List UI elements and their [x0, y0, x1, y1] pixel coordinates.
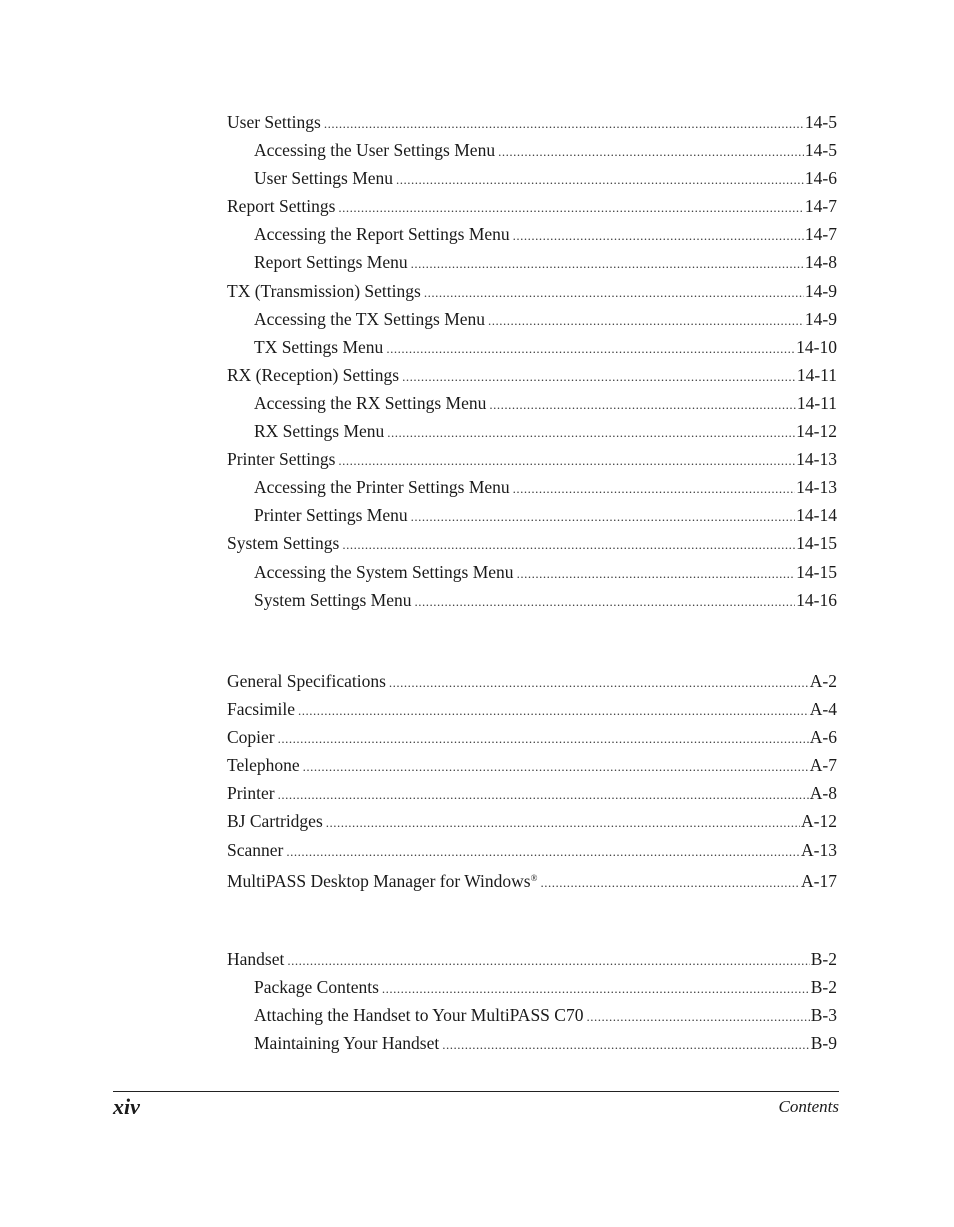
- toc-entry-page: 14-16: [796, 589, 837, 610]
- footer-page-number: xiv: [113, 1094, 140, 1119]
- toc-entry-title: TX Settings Menu: [254, 336, 384, 357]
- toc-entry-page: 14-9: [804, 280, 837, 301]
- dot-leader: [517, 560, 796, 588]
- toc-entry-title: RX Settings Menu: [254, 421, 385, 442]
- toc-entry[interactable]: [227, 1029, 837, 1057]
- toc-entry[interactable]: [227, 586, 837, 614]
- toc-entry-title: TX (Transmission) Settings: [227, 280, 421, 301]
- toc-entry-page: 14-6: [804, 168, 837, 189]
- toc-entry[interactable]: [227, 277, 837, 305]
- toc-entry[interactable]: [227, 723, 837, 751]
- toc-entry-page: 14-7: [804, 224, 837, 245]
- toc-entry-title: Accessing the Report Settings Menu: [254, 224, 510, 245]
- toc-entry-page: 14-11: [796, 392, 837, 413]
- toc-entry[interactable]: [227, 136, 837, 164]
- toc-entry-title: Telephone: [227, 755, 300, 776]
- dot-leader: [415, 588, 796, 616]
- toc-entry-page: 14-5: [804, 112, 837, 132]
- dot-leader: [411, 250, 804, 278]
- footer-rule: [113, 1091, 839, 1092]
- toc-entry-title: Accessing the User Settings Menu: [254, 140, 496, 161]
- toc-entry-title: Attaching the Handset to Your MultiPASS C70: [254, 1005, 584, 1026]
- dot-leader: [586, 1003, 809, 1031]
- toc-entry-title: System Settings Menu: [254, 589, 412, 610]
- toc-entry[interactable]: [227, 473, 837, 501]
- toc-entry-title: Printer Settings: [227, 449, 336, 470]
- toc-entry-page: A-12: [801, 811, 837, 832]
- toc-entry-title: RX (Reception) Settings: [227, 364, 400, 385]
- toc-entry-title: BJ Cartridges: [227, 811, 323, 832]
- toc-entry-title: Facsimile: [227, 699, 296, 720]
- toc-entry[interactable]: [227, 945, 837, 973]
- toc-entry-page: A-17: [801, 870, 837, 891]
- dot-leader: [387, 419, 795, 447]
- toc-section-appendix-b: [227, 945, 837, 1057]
- toc-entry-title: MultiPASS Desktop Manager for Windows®: [227, 870, 538, 891]
- toc-entry[interactable]: [227, 779, 837, 807]
- toc-entry-title: User Settings Menu: [254, 168, 394, 189]
- toc-entry-title: Report Settings: [227, 196, 336, 217]
- toc-entry-page: 14-8: [804, 252, 837, 273]
- toc-entry[interactable]: [227, 108, 837, 136]
- toc-entry-page: B-3: [810, 1005, 837, 1026]
- toc-entry-page: A-4: [809, 699, 837, 720]
- toc-entry-page: A-13: [801, 839, 837, 860]
- toc-entry-page: 14-13: [796, 477, 837, 498]
- toc-entry-page: 14-7: [804, 196, 837, 217]
- toc-entry-title: Accessing the System Settings Menu: [254, 561, 514, 582]
- toc-entry-page: 14-15: [796, 533, 837, 554]
- toc-entry-title: Accessing the TX Settings Menu: [254, 308, 486, 329]
- toc-entry[interactable]: [227, 1001, 837, 1029]
- dot-leader: [324, 110, 804, 138]
- toc-entry-title: General Specifications: [227, 671, 386, 691]
- toc-entry-page: 14-10: [796, 336, 837, 357]
- dot-leader: [342, 531, 795, 559]
- toc-entry-page: A-2: [809, 671, 837, 691]
- dot-leader: [278, 781, 809, 809]
- dot-leader: [389, 669, 809, 697]
- toc-entry-title: Printer: [227, 783, 275, 804]
- toc-entry-page: A-8: [809, 783, 837, 804]
- dot-leader: [424, 279, 804, 307]
- toc-entry-page: 14-11: [796, 364, 837, 385]
- dot-leader: [382, 975, 810, 1003]
- toc-entry-title: Copier: [227, 727, 275, 748]
- toc-section-specifications: [227, 667, 837, 892]
- toc-entry-title: Package Contents: [254, 977, 379, 998]
- footer-title: Contents: [778, 1097, 839, 1116]
- registered-mark: ®: [530, 872, 538, 883]
- toc-entry[interactable]: [227, 333, 837, 361]
- toc-entry[interactable]: [227, 864, 837, 892]
- toc-entry-page: B-2: [810, 949, 837, 969]
- dot-leader: [386, 335, 795, 363]
- toc-entry-page: B-2: [810, 977, 837, 998]
- toc-entry-title: Accessing the RX Settings Menu: [254, 392, 487, 413]
- dot-leader: [298, 697, 809, 725]
- toc-entry[interactable]: [227, 807, 837, 835]
- dot-leader: [303, 753, 809, 781]
- toc-entry-page: 14-12: [796, 421, 837, 442]
- toc-entry[interactable]: [227, 558, 837, 586]
- toc-entry-page: 14-9: [804, 308, 837, 329]
- toc-entry[interactable]: [227, 305, 837, 333]
- toc-entry-page: A-7: [809, 755, 837, 776]
- dot-leader: [286, 838, 800, 866]
- toc-entry[interactable]: [227, 501, 837, 529]
- dot-leader: [488, 307, 804, 335]
- toc-entry-page: 14-13: [796, 449, 837, 470]
- toc-entry-title: Handset: [227, 949, 285, 969]
- toc-entry[interactable]: [227, 164, 837, 192]
- dot-leader: [338, 447, 795, 475]
- toc-entry[interactable]: [227, 192, 837, 220]
- dot-leader: [513, 222, 804, 250]
- toc-entry[interactable]: [227, 973, 837, 1001]
- toc-entry[interactable]: [227, 667, 837, 695]
- toc-entry-title: Printer Settings Menu: [254, 505, 408, 526]
- dot-leader: [513, 475, 796, 503]
- dot-leader: [287, 947, 809, 975]
- toc-entry[interactable]: [227, 445, 837, 473]
- toc-entry[interactable]: [227, 389, 837, 417]
- dot-leader: [540, 869, 800, 897]
- dot-leader: [442, 1031, 810, 1059]
- toc-entry[interactable]: [227, 417, 837, 445]
- toc-entry-page: A-6: [809, 727, 837, 748]
- toc-entry-title: User Settings: [227, 112, 321, 132]
- dot-leader: [326, 809, 800, 837]
- dot-leader: [396, 166, 804, 194]
- toc-entry-title: Accessing the Printer Settings Menu: [254, 477, 510, 498]
- dot-leader: [338, 194, 804, 222]
- toc-entry-title: System Settings: [227, 533, 340, 554]
- toc-entry-page: 14-15: [796, 561, 837, 582]
- toc-section-settings: [227, 108, 837, 614]
- toc-entry[interactable]: [227, 220, 837, 248]
- toc-entry[interactable]: [227, 836, 837, 864]
- toc-entry-page: 14-14: [796, 505, 837, 526]
- toc-entry-page: B-9: [810, 1033, 837, 1054]
- toc-entry[interactable]: [227, 248, 837, 276]
- dot-leader: [278, 725, 809, 753]
- toc-entry[interactable]: [227, 751, 837, 779]
- toc-entry-title: Scanner: [227, 839, 284, 860]
- toc-entry[interactable]: [227, 695, 837, 723]
- toc-entry[interactable]: [227, 361, 837, 389]
- toc-entry[interactable]: [227, 529, 837, 557]
- dot-leader: [489, 391, 795, 419]
- dot-leader: [402, 363, 796, 391]
- dot-leader: [411, 503, 796, 531]
- toc-entry-title: Maintaining Your Handset: [254, 1033, 440, 1054]
- toc-entry-page: 14-5: [804, 140, 837, 161]
- toc-entry-title: Report Settings Menu: [254, 252, 408, 273]
- dot-leader: [498, 138, 804, 166]
